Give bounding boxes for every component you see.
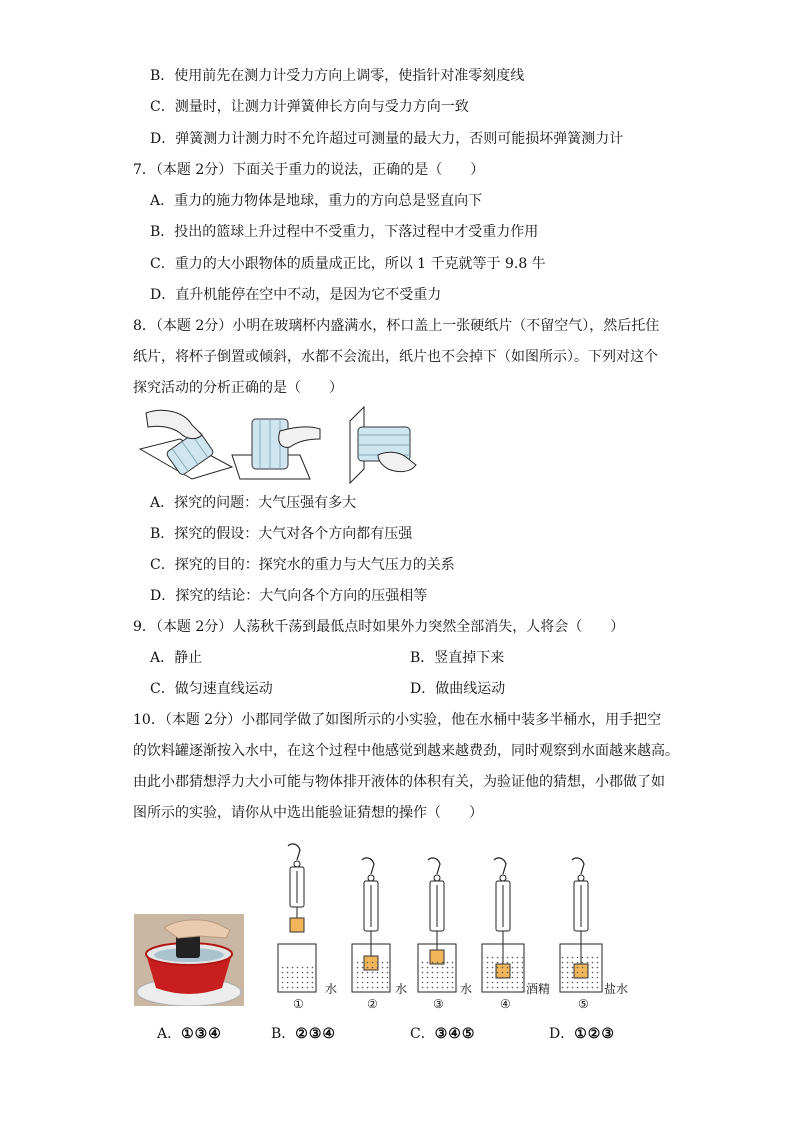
q7-option-b: B．投出的篮球上升过程中不受重力，下落过程中才受重力作用 bbox=[150, 224, 539, 240]
q10-option-c-letter: C． bbox=[410, 1026, 435, 1042]
beaker-3-liquid: 水 bbox=[460, 982, 473, 996]
beaker-5-number: ⑤ bbox=[578, 997, 589, 1011]
beaker-4-number: ④ bbox=[500, 997, 511, 1011]
beaker-2-liquid: 水 bbox=[395, 982, 408, 996]
bucket-photo bbox=[134, 914, 244, 1006]
cup-inverted-figure bbox=[232, 419, 320, 479]
beaker-5 bbox=[560, 858, 602, 992]
q7-option-a: A．重力的施力物体是地球，重力的方向总是竖直向下 bbox=[150, 193, 483, 209]
q10-option-b-value: ②③④ bbox=[295, 1026, 336, 1042]
q10-stem-line-2: 的饮料罐逐渐按入水中，在这个过程中他感觉到越来越费劲，同时观察到水面越来越高。 bbox=[133, 743, 679, 759]
q8-cup-illustration bbox=[132, 405, 422, 485]
q9-option-b: B．竖直掉下来 bbox=[410, 650, 505, 666]
q10-option-c-value: ③④⑤ bbox=[434, 1026, 476, 1042]
q6-option-d: D．弹簧测力计测力时不允许超过可测量的最大力，否则可能损坏弹簧测力计 bbox=[150, 131, 624, 147]
q10-stem-line-1: 10．（本题 2分）小郡同学做了如图所示的小实验，他在水桶中装多半桶水，用手把空 bbox=[133, 712, 662, 728]
cup-tilted-figure bbox=[140, 410, 232, 479]
beaker-1-number: ① bbox=[293, 997, 304, 1011]
beaker-2-number: ② bbox=[367, 997, 378, 1011]
q8-option-b: B．探究的假设：大气对各个方向都有压强 bbox=[150, 526, 413, 542]
q10-option-d bbox=[549, 1024, 615, 1044]
q8-option-c: C．探究的目的：探究水的重力与大气压力的关系 bbox=[150, 557, 455, 573]
q10-option-d-value: ①②③ bbox=[574, 1026, 615, 1042]
q9-stem: 9．（本题 2分）人荡秋千荡到最低点时如果外力突然全部消失，人将会（ ） bbox=[133, 619, 625, 635]
beaker-3-number: ③ bbox=[433, 997, 444, 1011]
beaker-1-liquid: 水 bbox=[325, 982, 338, 996]
q10-option-b-letter: B． bbox=[271, 1026, 296, 1042]
q10-stem-line-3: 由此小郡猜想浮力大小可能与物体排开液体的体积有关，为验证他的猜想，小郡做了如 bbox=[133, 774, 665, 790]
q9-option-d: D．做曲线运动 bbox=[410, 681, 506, 697]
beaker-4-liquid: 酒精 bbox=[526, 982, 551, 996]
q9-option-a: A．静止 bbox=[150, 650, 203, 666]
beaker-2 bbox=[352, 858, 390, 992]
q9-option-c: C．做匀速直线运动 bbox=[150, 681, 273, 697]
q8-option-a: A．探究的问题：大气压强有多大 bbox=[150, 495, 357, 511]
beaker-1 bbox=[278, 844, 316, 992]
q10-stem-line-4: 图所示的实验，请你从中选出能验证猜想的操作（ ） bbox=[133, 805, 483, 821]
q10-option-c bbox=[410, 1024, 475, 1044]
q10-option-a bbox=[157, 1024, 222, 1044]
q7-stem: 7．（本题 2分）下面关于重力的说法，正确的是（ ） bbox=[133, 162, 485, 178]
beaker-4 bbox=[482, 858, 524, 992]
q8-stem-line-3: 探究活动的分析正确的是（ ） bbox=[133, 380, 343, 396]
q10-option-d-letter: D． bbox=[549, 1026, 575, 1042]
q7-option-c: C．重力的大小跟物体的质量成正比，所以 1 千克就等于 9.8 牛 bbox=[150, 256, 546, 272]
q10-option-a-value: ①③④ bbox=[181, 1026, 222, 1042]
beaker-3 bbox=[418, 858, 456, 992]
q8-stem-line-2: 纸片，将杯子倒置或倾斜，水都不会流出，纸片也不会掉下（如图所示）。下列对这个 bbox=[133, 349, 658, 365]
q6-option-b: B．使用前先在测力计受力方向上调零，使指针对准零刻度线 bbox=[150, 68, 525, 84]
q10-option-b bbox=[271, 1024, 336, 1044]
q8-stem-line-1: 8．（本题 2分）小明在玻璃杯内盛满水，杯口盖上一张硬纸片（不留空气），然后托住 bbox=[133, 318, 660, 334]
beaker-5-liquid: 盐水 bbox=[604, 982, 629, 996]
cup-sideways-figure bbox=[350, 407, 416, 483]
q8-option-d: D．探究的结论：大气向各个方向的压强相等 bbox=[150, 588, 428, 604]
q10-option-a-letter: A． bbox=[157, 1026, 182, 1042]
q6-option-c: C．测量时，让测力计弹簧伸长方向与受力方向一致 bbox=[150, 99, 469, 115]
q7-option-d: D．直升机能停在空中不动，是因为它不受重力 bbox=[150, 287, 442, 303]
